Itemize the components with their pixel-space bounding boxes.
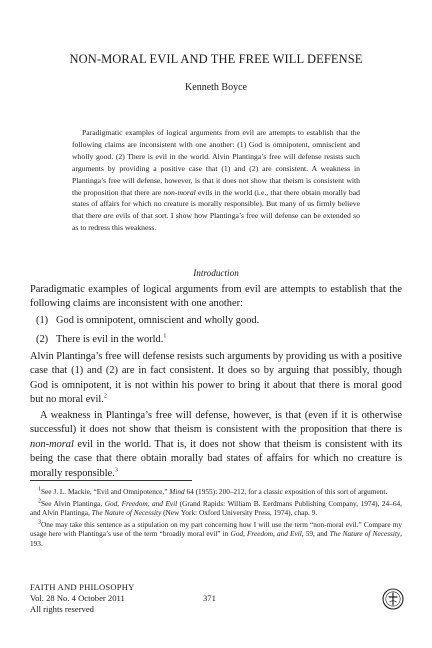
- footnote-divider: [30, 480, 192, 481]
- journal-volume: Vol. 28 No. 4 October 2011: [30, 593, 125, 604]
- journal-name: FAITH AND PHILOSOPHY: [30, 582, 135, 592]
- claim-1: (1) God is omnipotent, omniscient and wholly good.: [36, 315, 260, 326]
- footnote-ref: 2: [103, 393, 107, 400]
- publisher-seal-icon: [382, 588, 404, 610]
- journal-info: [30, 582, 135, 616]
- footnote-2: $^2$See Alvin Plantinga, God, Freedom, and Evil (Grand Rapids: William B. Eerdmans Publishing Company, 1974), 24–64, and Alvin Plantinga, The Nature of Necessity (New York: Oxford University Press, 1974), chap. 9.: [30, 498, 402, 518]
- section-heading: Introduction: [193, 268, 239, 278]
- page-number: 371: [203, 593, 216, 603]
- body-paragraph-2: A weakness in Plantinga’s free will defense, however, is that (even if it is otherwise successful) it does not show that theism is consistent with the proposition that there is non-moral evil in the world. That is, it does not show that theism is consistent with its being the case that there obtain morally bad states of affairs for which no creature is morally responsible.$^3$: [30, 410, 402, 479]
- footnote-3: $^3$One may take this sentence as a stipulation on my part concerning how I will use the term “non-moral evil.” Compare my usage here with Plantinga’s use of the term “broadly moral evil” in God, Freedom, and Evil, 59, and The Nature of Necessity, 193.: [30, 519, 402, 548]
- abstract: Paradigmatic examples of logical arguments from evil are attempts to establish that the following claims are inconsistent with one another: (1) God is omnipotent, omniscient and wholly good. (2) There is evil in the world. Alvin Plantinga’s free will defense resists such arguments by providing a positive case that (1) and (2) are consistent. A weakness in Plantinga’s free will defense, however, is that it does not show that theism is consistent with the proposition that there are non-moral evils in the world (i.e., that there obtain morally bad states of affairs for which no creature is morally responsible). But many of us firmly believe that there are evils of that sort. I show how Plantinga’s free will defense can be extended so as to redress this weakness.: [72, 128, 360, 233]
- footnotes: [30, 487, 402, 551]
- footnote-ref: 1: [163, 333, 167, 340]
- journal-rights: All rights reserved: [30, 604, 94, 615]
- claim-2: (2) There is evil in the world.$^1$: [36, 333, 167, 345]
- body-paragraph-1: Alvin Plantinga’s free will defense resists such arguments by providing us with a positive case that (1) and (2) are in fact consistent. It does so by arguing that possibly, though God is omnipotent, it is not within his power to bring it about that there is moral good but no moral evil.$^2$: [30, 351, 402, 406]
- article-title: NON-MORAL EVIL AND THE FREE WILL DEFENSE: [69, 52, 363, 66]
- footnote-1: $^1$See J. L. Mackie, “Evil and Omnipotence,” Mind 64 (1955): 200–212, for a classic exposition of this sort of argument.: [38, 486, 388, 496]
- intro-paragraph: Paradigmatic examples of logical arguments from evil are attempts to establish that the following claims are inconsistent with one another:: [30, 284, 402, 310]
- footnote-ref: 3: [114, 467, 118, 474]
- author-name: Kenneth Boyce: [185, 82, 247, 93]
